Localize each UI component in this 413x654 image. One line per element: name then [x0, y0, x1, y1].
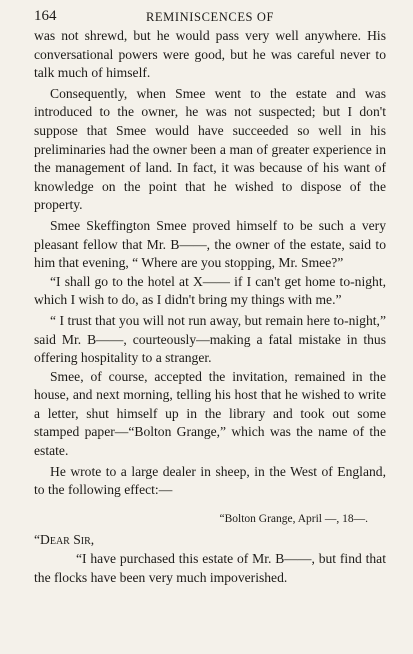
paragraph: Smee, of course, accepted the invitation, remained in the house, and next morning, telling his host that he wished to write a letter, shut himself up in the library and took out some stamped paper—“Bolton Grange,” which was the name of the estate.	[34, 368, 386, 459]
paragraph: Smee Skeffington Smee proved himself to be such a very pleasant fellow that Mr. B——, the owner of the estate, said to him that evening, “ Where are you stopping, Mr. Smee?”	[34, 217, 386, 271]
paragraph: “ I trust that you will not run away, but remain here to-night,” said Mr. B——, courteously—making a fatal mistake in thus offering hospitality to a stranger.	[34, 312, 386, 366]
page-header	[34, 8, 386, 28]
page-body	[34, 27, 386, 587]
letter-date-line: “Bolton Grange, April —, 18—.	[219, 512, 368, 525]
letter-salutation: “Dear Sir,	[34, 532, 95, 548]
letter-body: “I have purchased this estate of Mr. B——, but find that the flocks have been very much impoverished.	[34, 551, 386, 585]
paragraph: He wrote to a large dealer in sheep, in the West of England, to the following effect:—	[34, 463, 386, 498]
paragraph: Consequently, when Smee went to the estate and was introduced to the owner, he was not suspected; but I don't suppose that Smee would have succeeded so well in his preliminaries had the owner been a man of greater experience in the management of land. In fact, it was because of his want of knowledge on the point that he wished to dispose of the property.	[34, 85, 386, 213]
page-number: 164	[34, 8, 57, 24]
paragraph-continuation: was not shrewd, but he would pass very well anywhere. His conversational powers were good, but he was careful never to talk much of himself.	[34, 28, 386, 81]
running-head: REMINISCENCES OF	[145, 10, 275, 24]
paragraph: “I shall go to the hotel at X—— if I can't get home to-night, which I wish to do, as I didn't bring my things with me.”	[34, 273, 386, 308]
